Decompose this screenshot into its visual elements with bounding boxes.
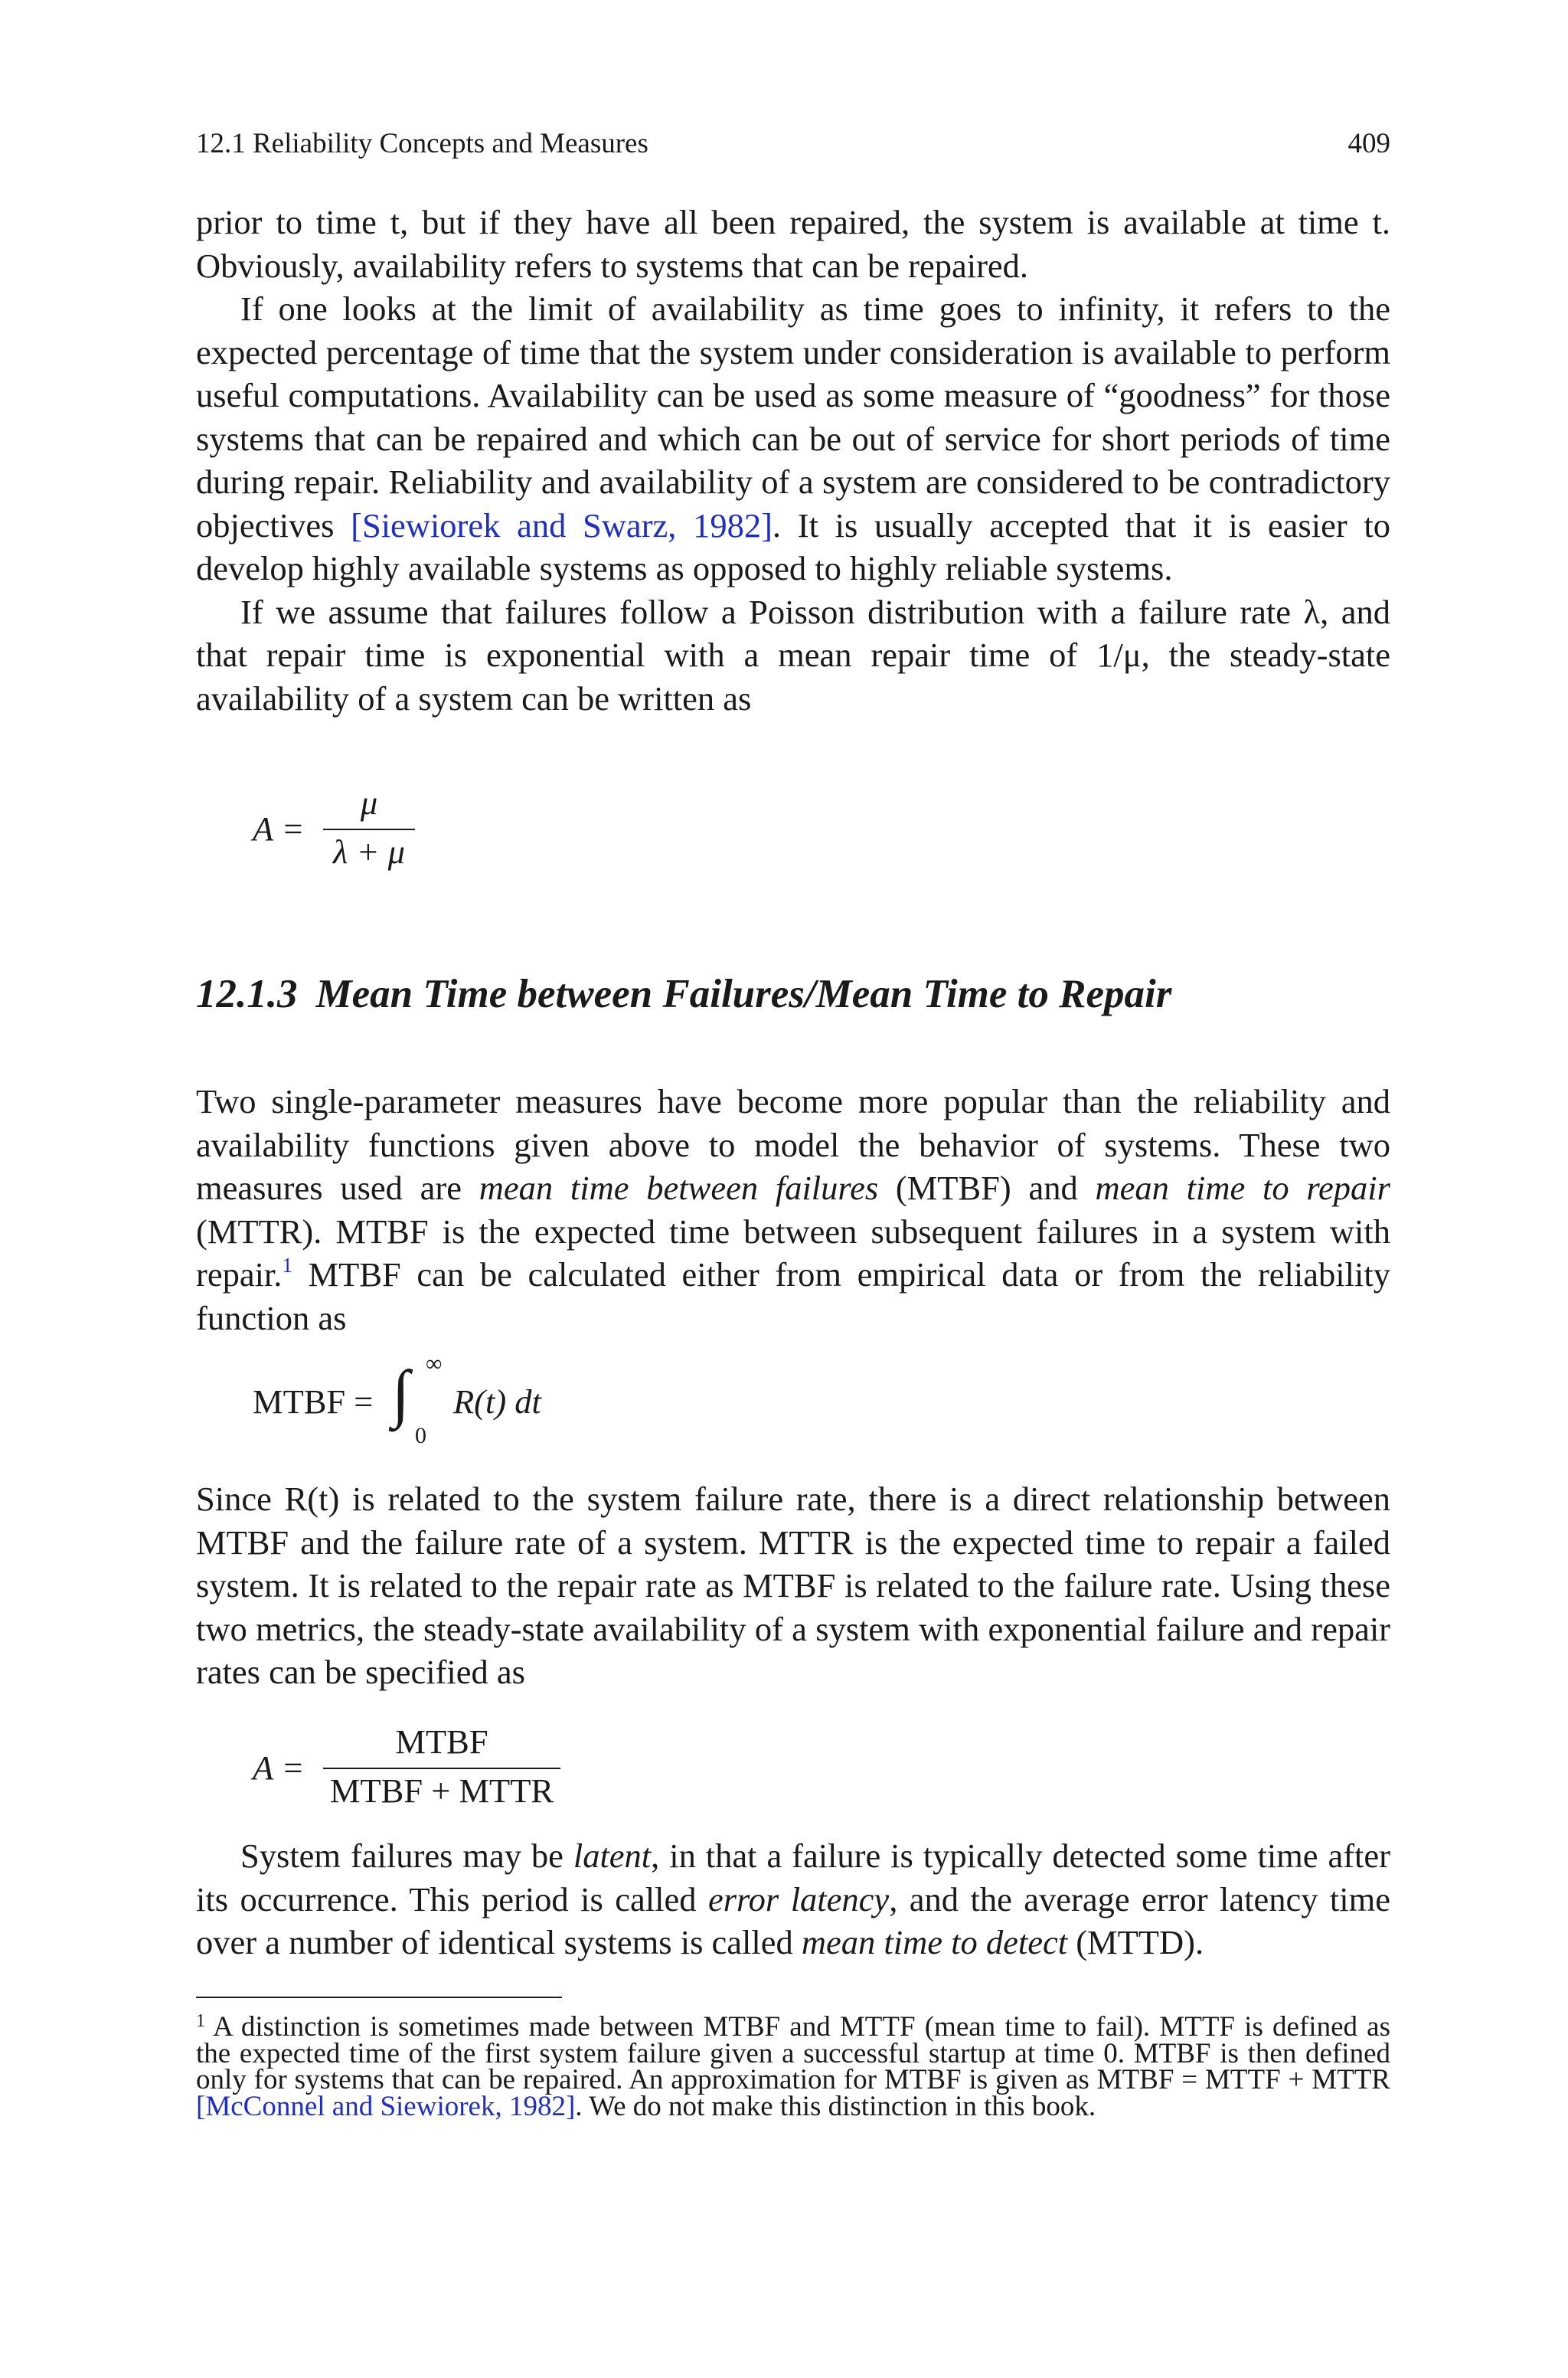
running-header [196,127,1390,161]
middle-text-block [196,1080,1390,1339]
footnote-number: 1 [196,2011,205,2031]
citation-link[interactable]: [McConnel and Siewiorek, 1982] [196,2091,576,2123]
footnote-text [196,2011,1390,2123]
paragraph-failure-rate: Since R(t) is related to the system failure rate, there is a direct relationship between MTBF and the failure rate of a system. MTTR is the expected time to repair a failed system. It is related to the repair rate as MTBF is related to the failure rate. Using these two metrics, the steady-state availability of a system with exponential failure and repair rates can be specified as [196,1480,1390,1691]
integral-lower-limit: 0 [415,1423,426,1448]
paragraph-mtbf-mttr [196,1080,1390,1339]
paragraph-availability-limit [196,287,1390,590]
italic-term: error latency [707,1879,890,1918]
fraction-bar [323,1768,560,1769]
footnote-body: . We do not make this distinction in this book. [575,2091,1096,2123]
equation-numerator: μ [360,783,378,822]
paragraph-text: , in that a failure is typically detected some time after its occurrence. This period is called [196,1837,1390,1918]
italic-term: mean time to repair [1095,1169,1390,1207]
paragraph-text: . It is usually accepted that it is easier to develop highly available systems as opposed to highly reliable systems. [196,505,1390,587]
paragraph-text: MTBF can be calculated either from empirical data or from the reliability function as [196,1255,1390,1337]
italic-term: mean time to detect [801,1923,1068,1961]
paragraph-text: If one looks at the limit of availability as time goes to infinity, it refers to the expected percentage of time that the system under consideration is available to perform useful computations. Availability can be used as some measure of “goodness” for those systems that can be repaired and which can be out of service for short periods of time during repair. Reliability and availability of a system are considered to be contradictory objectives [196,289,1390,545]
equation-lhs: A = [253,810,305,848]
footnote-rule [196,1997,562,1998]
top-text-block [196,201,1390,720]
equation-lhs: MTBF = [253,1382,374,1421]
equation-denominator: λ + μ [333,832,405,871]
equation-denominator: MTBF + MTTR [329,1771,554,1810]
fraction-bar [323,829,415,830]
section-title: Mean Time between Failures/Mean Time to Repair [315,972,1172,1016]
paragraph-poisson: If we assume that failures follow a Poisson distribution with a failure rate λ, and that repair time is exponential with a mean repair time of 1/μ, the steady-state availability of a system can be written as [196,592,1390,718]
paragraph-text: Two single-parameter measures have become more popular than the reliability and availability functions given above to model the behavior of systems. These two measures used are [196,1082,1390,1207]
paragraph-text: System failures may be [240,1837,573,1875]
footnote [196,2011,1390,2123]
integral-sign: ∫ [392,1358,410,1429]
section-number: 12.1.3 [196,972,298,1016]
integrand: R(t) dt [453,1382,541,1421]
footnote-marker[interactable]: 1 [282,1254,292,1277]
paragraph-text: (MTTD). [1067,1923,1204,1961]
section-heading [196,970,1171,1019]
citation-link[interactable]: [Siewiorek and Swarz, 1982] [351,505,773,545]
text-after-integral [196,1477,1390,1694]
paragraph-text: (MTBF) and [878,1169,1096,1207]
running-header-section: 12.1 Reliability Concepts and Measures [196,128,648,159]
equation-numerator: MTBF [395,1722,488,1761]
equation-mtbf-integral [253,1351,574,1455]
final-text-block [196,1834,1390,1964]
paragraph-continuation: prior to time t, but if they have all been repaired, the system is available at time t. Obviously, availability refers to systems that can be repaired. [196,203,1390,285]
equation-lhs: A = [253,1748,305,1787]
paragraph-text: , and the average error latency time over a number of identical systems is called [196,1879,1390,1961]
page-number: 409 [1348,128,1390,159]
paragraph-latency [196,1834,1390,1964]
footnote-body: A distinction is sometimes made between MTBF and MTTF (mean time to fail). MTTF is defined as the expected time of the first system failure given a successful startup at time 0. MTBF is then defined only for systems that can be repaired. An approximation for MTBF is given as MTBF = MTTF + MTTR [196,2011,1390,2096]
integral-upper-limit: ∞ [426,1351,443,1376]
italic-term: mean time between failures [479,1169,879,1207]
paragraph-text: (MTTR). MTBF is the expected time between subsequent failures in a system with repair. [196,1212,1390,1294]
italic-term: latent [573,1837,652,1875]
